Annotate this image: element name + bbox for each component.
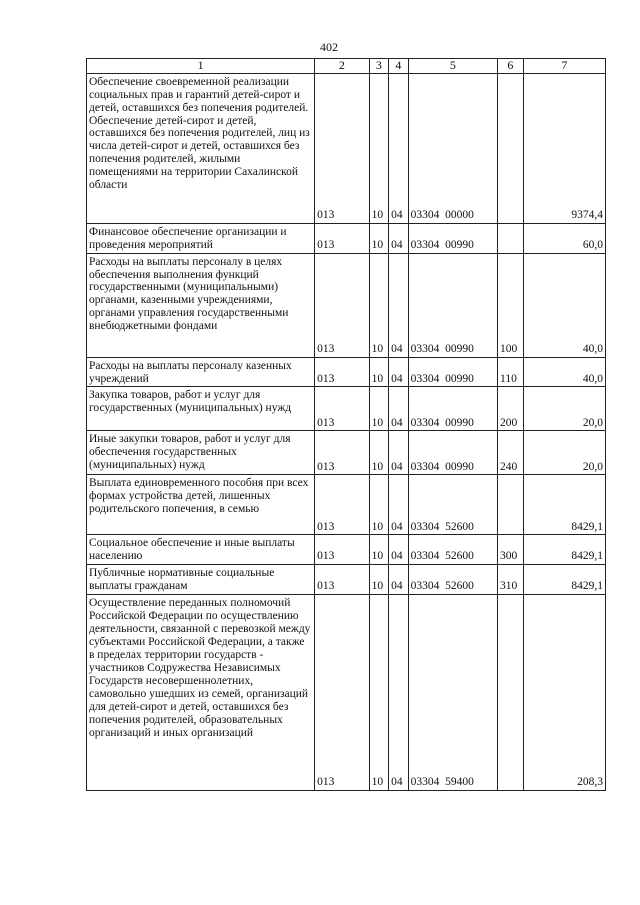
section-cell: 10 bbox=[369, 565, 389, 595]
budget-table bbox=[86, 58, 606, 791]
page-number: 402 bbox=[320, 40, 338, 54]
admin-code-cell: 013 bbox=[315, 565, 369, 595]
column-header-1: 1 bbox=[87, 59, 315, 74]
column-header-6: 6 bbox=[498, 59, 524, 74]
row-name-cell: Выплата единовременного пособия при всех формах устройства детей, лишенных родительского попечения, в семью bbox=[87, 475, 315, 535]
row-name-cell: Осуществление переданных полномочий Российской Федерации по осуществлению деятельности, связанной с перевозкой между субъектами Российской Федерации, а также в пределах территории государств - участников Содружества Независимых Государств несовершеннолетних, самовольно ушедших из семей, организаций для детей-сирот и детей, оставшихся без попечения родителей, образовательных организаций и иных организаций bbox=[87, 595, 315, 791]
target-article-cell: 03304 52600 bbox=[408, 535, 497, 565]
amount-cell: 20,0 bbox=[523, 387, 605, 431]
column-header-5: 5 bbox=[408, 59, 497, 74]
amount-cell: 8429,1 bbox=[523, 565, 605, 595]
admin-code-cell: 013 bbox=[315, 595, 369, 791]
row-name-cell: Публичные нормативные социальные выплаты гражданам bbox=[87, 565, 315, 595]
subsection-cell: 04 bbox=[389, 431, 409, 475]
row-name-cell: Социальное обеспечение и иные выплаты населению bbox=[87, 535, 315, 565]
target-article-cell: 03304 00990 bbox=[408, 223, 497, 253]
expense-type-cell: 110 bbox=[498, 357, 524, 387]
amount-cell: 208,3 bbox=[523, 595, 605, 791]
target-article-cell: 03304 00000 bbox=[408, 73, 497, 223]
subsection-cell: 04 bbox=[389, 223, 409, 253]
table-row bbox=[87, 223, 606, 253]
section-cell: 10 bbox=[369, 475, 389, 535]
subsection-cell: 04 bbox=[389, 565, 409, 595]
table-row bbox=[87, 565, 606, 595]
subsection-cell: 04 bbox=[389, 535, 409, 565]
amount-cell: 40,0 bbox=[523, 357, 605, 387]
row-name-cell: Расходы на выплаты персоналу казенных учреждений bbox=[87, 357, 315, 387]
column-header-3: 3 bbox=[369, 59, 389, 74]
admin-code-cell: 013 bbox=[315, 475, 369, 535]
row-name-cell: Обеспечение своевременной реализации социальных прав и гарантий детей-сирот и детей, оставшихся без попечения родителей. Обеспечение детей-сирот и детей, оставшихся без попечения родителей, лиц из числа детей-сирот и детей, оставшихся без попечения родителей, жилыми помещениями на территории Сахалинской области bbox=[87, 73, 315, 223]
admin-code-cell: 013 bbox=[315, 357, 369, 387]
amount-cell: 60,0 bbox=[523, 223, 605, 253]
column-header-4: 4 bbox=[389, 59, 409, 74]
section-cell: 10 bbox=[369, 73, 389, 223]
amount-cell: 8429,1 bbox=[523, 475, 605, 535]
subsection-cell: 04 bbox=[389, 357, 409, 387]
table-row bbox=[87, 475, 606, 535]
subsection-cell: 04 bbox=[389, 387, 409, 431]
column-header-7: 7 bbox=[523, 59, 605, 74]
section-cell: 10 bbox=[369, 535, 389, 565]
target-article-cell: 03304 52600 bbox=[408, 475, 497, 535]
admin-code-cell: 013 bbox=[315, 535, 369, 565]
target-article-cell: 03304 59400 bbox=[408, 595, 497, 791]
admin-code-cell: 013 bbox=[315, 253, 369, 357]
table-row bbox=[87, 253, 606, 357]
table-row bbox=[87, 357, 606, 387]
expense-type-cell: 240 bbox=[498, 431, 524, 475]
subsection-cell: 04 bbox=[389, 595, 409, 791]
expense-type-cell bbox=[498, 223, 524, 253]
expense-type-cell: 300 bbox=[498, 535, 524, 565]
table-row bbox=[87, 431, 606, 475]
expense-type-cell bbox=[498, 475, 524, 535]
expense-type-cell: 100 bbox=[498, 253, 524, 357]
section-cell: 10 bbox=[369, 253, 389, 357]
admin-code-cell: 013 bbox=[315, 431, 369, 475]
amount-cell: 40,0 bbox=[523, 253, 605, 357]
table-row bbox=[87, 73, 606, 223]
amount-cell: 9374,4 bbox=[523, 73, 605, 223]
row-name-cell: Финансовое обеспечение организации и проведения мероприятий bbox=[87, 223, 315, 253]
expense-type-cell bbox=[498, 595, 524, 791]
table-row bbox=[87, 595, 606, 791]
amount-cell: 8429,1 bbox=[523, 535, 605, 565]
admin-code-cell: 013 bbox=[315, 387, 369, 431]
table-row bbox=[87, 387, 606, 431]
column-header-2: 2 bbox=[315, 59, 369, 74]
subsection-cell: 04 bbox=[389, 253, 409, 357]
section-cell: 10 bbox=[369, 387, 389, 431]
table-row bbox=[87, 535, 606, 565]
section-cell: 10 bbox=[369, 223, 389, 253]
admin-code-cell: 013 bbox=[315, 73, 369, 223]
expense-type-cell: 310 bbox=[498, 565, 524, 595]
subsection-cell: 04 bbox=[389, 73, 409, 223]
section-cell: 10 bbox=[369, 431, 389, 475]
row-name-cell: Расходы на выплаты персоналу в целях обеспечения выполнения функций государственными (муниципальными) органами, казенными учреждениями, органами управления государственными внебюджетными фондами bbox=[87, 253, 315, 357]
row-name-cell: Закупка товаров, работ и услуг для государственных (муниципальных) нужд bbox=[87, 387, 315, 431]
row-name-cell: Иные закупки товаров, работ и услуг для обеспечения государственных (муниципальных) нужд bbox=[87, 431, 315, 475]
target-article-cell: 03304 00990 bbox=[408, 387, 497, 431]
admin-code-cell: 013 bbox=[315, 223, 369, 253]
expense-type-cell bbox=[498, 73, 524, 223]
target-article-cell: 03304 52600 bbox=[408, 565, 497, 595]
target-article-cell: 03304 00990 bbox=[408, 431, 497, 475]
expense-type-cell: 200 bbox=[498, 387, 524, 431]
amount-cell: 20,0 bbox=[523, 431, 605, 475]
table-header-row bbox=[87, 59, 606, 74]
target-article-cell: 03304 00990 bbox=[408, 357, 497, 387]
section-cell: 10 bbox=[369, 357, 389, 387]
target-article-cell: 03304 00990 bbox=[408, 253, 497, 357]
section-cell: 10 bbox=[369, 595, 389, 791]
subsection-cell: 04 bbox=[389, 475, 409, 535]
